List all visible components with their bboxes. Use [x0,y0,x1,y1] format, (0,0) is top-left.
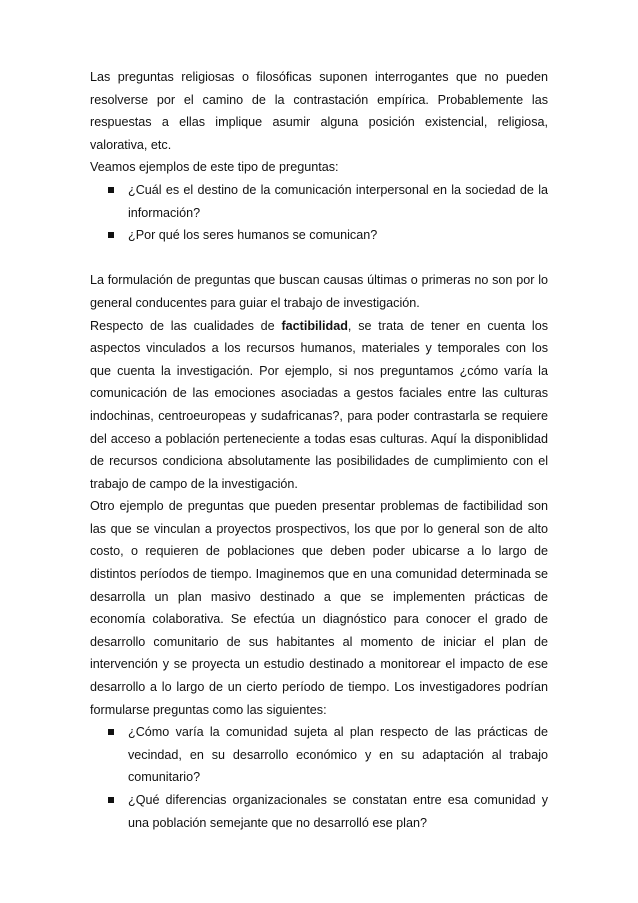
paragraph-feasibility-body: , se trata de tener en cuenta los aspectos vinculados a los recursos humanos, materiales y temporales con los que cuenta la investigación. Por ejemplo, si nos preguntamos ¿cómo varía la comunicación de las emociones asociadas a gestos faciales entre las culturas indochinas, centroeuropeas y sudafricanas?, para poder contrastarla se requiere del acceso a población perteneciente a todas esas culturas. Aquí la disponiblidad de recursos condiciona absolutamente las posibilidades de cumplimiento con el trabajo de campo de la investigación. [90,318,549,491]
paragraph-feasibility [90,315,548,496]
list-item [90,789,548,834]
list-item-text: ¿Qué diferencias organizacionales se constatan entre esa comunidad y una población semejante que no desarrolló ese plan? [128,793,548,830]
paragraph-ultimate-causes: La formulación de preguntas que buscan causas últimas o primeras no son por lo general conducentes para guiar el trabajo de investigación. [90,273,548,310]
list-item-text: ¿Por qué los seres humanos se comunican? [128,228,378,243]
list-item [90,179,548,224]
paragraph-religious-questions: Las preguntas religiosas o filosóficas suponen interrogantes que no pueden resolverse por el camino de la contrastación empírica. Probablemente las respuestas a ellas implique asumir alguna posición existencial, religiosa, valorativa, etc. [90,70,548,152]
bold-term-factibilidad: factibilidad [281,318,348,333]
square-bullet-icon [108,232,114,238]
list-item-text: ¿Cómo varía la comunidad sujeta al plan respecto de las prácticas de vecindad, en su desarrollo económico y en su adaptación al trabajo comunitario? [128,725,548,785]
document-page [90,66,548,834]
bullet-list-community-questions [90,721,548,834]
paragraph-examples-intro: Veamos ejemplos de este tipo de preguntas: [90,160,339,175]
paragraph-spacer [90,247,548,270]
bullet-list-philosophical-examples [90,179,548,247]
list-item-text: ¿Cuál es el destino de la comunicación interpersonal en la sociedad de la información? [128,182,548,220]
paragraph-prospective-projects: Otro ejemplo de preguntas que pueden presentar problemas de factibilidad son las que se vinculan a proyectos prospectivos, los que por lo general son de alto costo, o requieren de poblaciones que deben poder ubicarse a lo largo de distintos períodos de tiempo. Imaginemos que en una comunidad determinada se desarrolla un plan masivo destinado a que se implementen prácticas de economía colaborativa. Se efectúa un diagnóstico para conocer el grado de desarrollo comunitario de sus habitantes al momento de iniciar el plan de intervención y se proyecta un estudio destinado a monitorear el impacto de ese desarrollo a lo largo de un cierto período de tiempo. Los investigadores podrían formularse preguntas como las siguientes: [90,499,548,717]
square-bullet-icon [108,729,114,735]
square-bullet-icon [108,187,114,193]
list-item [90,224,548,247]
square-bullet-icon [108,797,114,803]
list-item [90,721,548,789]
paragraph-feasibility-lead: Respecto de las cualidades de [90,318,282,333]
